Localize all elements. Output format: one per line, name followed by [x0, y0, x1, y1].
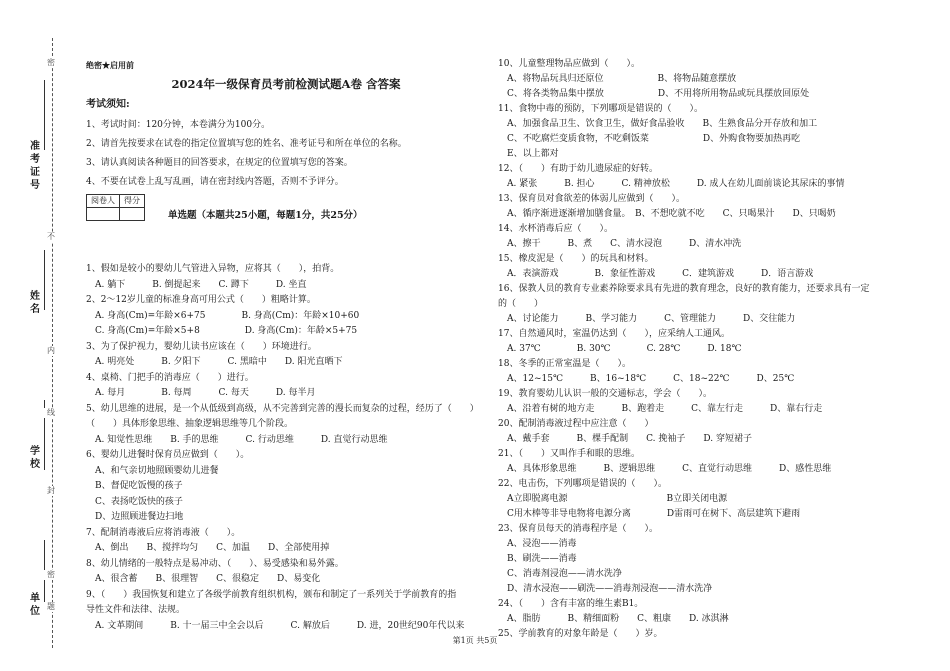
- question-line: A、很含蓄 B、很理智 C、很稳定 D、易变化: [86, 574, 321, 584]
- question-line: A、将物品玩具归还原位 B、将物品随意摆放: [498, 74, 737, 84]
- section-title: 单选题（本题共25小题，每题1分，共25分）: [168, 210, 363, 221]
- question-line: （ ）具体形象思维、抽象逻辑思维等几个阶段。: [86, 419, 294, 429]
- question-line: 15、橡皮泥是（ ）的玩具和材料。: [498, 254, 654, 264]
- question-line: A、加强食品卫生、饮食卫生，做好食品验收 B、生熟食品分开存放和加工: [498, 119, 818, 129]
- margin-fill-line: [44, 80, 45, 150]
- question-line: 21、（ ）又叫作手和眼的思维。: [498, 449, 640, 459]
- question-line: A. 知觉性思维 B. 手的思维 C. 行动思维 D. 直觉行动思维: [86, 434, 388, 445]
- question-line: A. 紧张 B. 担心 C. 精神放松 D. 成人在幼儿面前谈论其尿床的事情: [498, 179, 845, 189]
- question-line: 25、学前教育的对象年龄是（ ）岁。: [498, 629, 663, 639]
- question-line: D、边照顾进餐边扫地: [86, 512, 184, 522]
- question-line: A. 躺下 B. 倒提起来 C. 蹲下 D. 坐直: [86, 279, 307, 290]
- question-line: A. 每月 B. 每周 C. 每天 D. 每半月: [86, 388, 316, 398]
- notice-item: 2、请首先按要求在试卷的指定位置填写您的姓名、准考证号和所在单位的名称。: [86, 139, 407, 149]
- question-line: 14、水杯消毒后应（ ）。: [498, 224, 613, 234]
- question-line: A．表演游戏 B．象征性游戏 C．建筑游戏 D．语言游戏: [498, 269, 814, 279]
- margin-fill-line: [44, 250, 45, 310]
- question-line: 19、教育婴幼儿认识一般的交通标志，学会（ ）。: [498, 389, 712, 399]
- question-line: C. 身高(Cm)=年龄×5+8 D. 身高(Cm)：年龄×5+75: [86, 326, 358, 336]
- question-line: 22、电击伤，下列哪项是错误的（ ）。: [498, 479, 667, 489]
- question-line: 5、幼儿思维的进展，是一个从低级到高级，从不完善到完善的漫长而复杂的过程，经历了（ ）: [86, 403, 479, 414]
- question-line: C、将各类物品集中摆放 D、不用将所用物品或玩具摆放回原处: [498, 89, 810, 99]
- question-line: A、倒出 B、搅拌均匀 C、加温 D、全部使用掉: [86, 543, 330, 553]
- score-blank[interactable]: [120, 208, 145, 221]
- question-line: 13、保育员对食欲差的体弱儿应做到（ ）。: [498, 194, 685, 204]
- question-line: A、沿着有树的地方走 B、跑着走 C、靠左行走 D、靠右行走: [498, 404, 823, 414]
- notice-heading: 考试须知:: [86, 99, 130, 110]
- cut-char: 封: [44, 486, 58, 496]
- question-line: B、刷洗——消毒: [498, 554, 577, 564]
- question-line: 12、（ ）有助于幼儿遗尿症的好转。: [498, 164, 658, 174]
- cut-char: 密: [44, 570, 58, 580]
- margin-label-exam-id: 准考证号: [30, 141, 40, 191]
- question-line: 23、保育员每天的消毒程序是（ ）。: [498, 524, 658, 534]
- question-line: 20、配制消毒液过程中应注意（ ）: [498, 419, 654, 429]
- margin-label-name: 姓名: [30, 291, 40, 315]
- grade-box: [86, 194, 145, 221]
- question-line: D、清水浸泡——刷洗——消毒剂浸泡——清水洗净: [498, 584, 713, 594]
- question-line: 3、为了保护视力，婴幼儿读书应该在（ ）环境进行。: [86, 341, 317, 352]
- question-line: A、擦干 B、煮 C、清水浸泡 D、清水冲洗: [498, 239, 742, 249]
- cut-char: 密: [44, 58, 58, 68]
- notice-item: 3、请认真阅读各种题目的回答要求，在规定的位置填写您的答案。: [86, 158, 353, 168]
- question-line: 11、食物中毒的预防，下列哪项是错误的（ ）。: [498, 104, 703, 114]
- question-line: C、消毒剂浸泡——清水洗净: [498, 569, 622, 579]
- cut-char: 内: [44, 346, 58, 356]
- question-line: A、12~15℃ B、16~18℃ C、18~22℃ D、25℃: [498, 374, 795, 384]
- question-line: 9、（ ）我国恢复和建立了各级学前教育组织机构，颁布和制定了一系列关于学前教育的指: [86, 589, 457, 600]
- question-line: 18、冬季的正常室温是（ ）。: [498, 359, 631, 369]
- cut-char: 题: [44, 602, 58, 612]
- notice-item: 4、不要在试卷上乱写乱画，请在密封线内答题，否则不予评分。: [86, 177, 344, 187]
- page-number: 第1页 共5页: [452, 636, 498, 645]
- question-line: C、不吃腐烂变质食物，不吃剩饭菜 D、外购食物要加热再吃: [498, 134, 801, 144]
- question-line: A、讨论能力 B、学习能力 C、管理能力 D、交往能力: [498, 314, 796, 324]
- margin-label-unit: 单位: [30, 593, 40, 617]
- notice-item: 1、考试时间：120分钟，本卷满分为100分。: [86, 120, 271, 130]
- question-line: C用木棒等非导电物将电源分离 D雷雨可在树下、高层建筑下避雨: [498, 509, 801, 519]
- cut-char: 不: [44, 232, 58, 242]
- question-line: A、脂肪 B、精细面粉 C、粗康 D. 冰淇淋: [498, 614, 729, 624]
- question-line: 导性文件和法律、法规。: [86, 605, 186, 615]
- question-line: A、循序渐进逐渐增加膳食量。 B、不想吃就不吃 C、只喝果汁 D、只喝奶: [498, 209, 836, 219]
- margin-label-school: 学校: [30, 446, 40, 470]
- question-line: 10、儿童整理物品应做到（ ）。: [498, 59, 640, 69]
- grader-blank[interactable]: [87, 208, 120, 221]
- question-line: 6、婴幼儿进餐时保育员应做到（ ）。: [86, 450, 250, 460]
- question-line: A、戴手套 B、棵手配制 C. 挽袖子 D. 穿短裙子: [498, 434, 753, 444]
- question-line: A、浸泡——消毒: [498, 539, 577, 549]
- binding-margin: [0, 0, 62, 671]
- question-line: A. 明亮处 B. 夕阳下 C. 黑暗中 D. 阳光直晒下: [86, 357, 343, 367]
- grader-cell: 阅卷人: [87, 195, 120, 208]
- question-line: 24、（ ）含有丰富的维生素B1。: [498, 599, 644, 609]
- question-line: 2、2～12岁儿童的标准身高可用公式（ ）粗略计算。: [86, 295, 316, 305]
- question-line: 的（ ）: [498, 299, 544, 309]
- score-cell: 得分: [120, 195, 145, 208]
- question-line: 1、假如是较小的婴幼儿气管进入异物，应将其（ ），拍背。: [86, 264, 340, 274]
- question-line: C、表扬吃饭快的孩子: [86, 496, 183, 507]
- secret-mark: 绝密★启用前: [86, 60, 134, 70]
- question-line: 8、幼儿情绪的一般特点是易冲动、（ ）、易受感染和易外露。: [86, 558, 344, 569]
- seal-dash-line: [52, 38, 53, 648]
- question-line: A立即脱离电源 B立即关闭电源: [498, 494, 728, 504]
- question-line: 7、配制消毒液后应将消毒液（ ）。: [86, 527, 241, 538]
- question-line: A、具体形象思维 B、逻辑思维 C、直觉行动思维 D、感性思维: [498, 464, 832, 474]
- question-line: A. 身高(Cm)=年龄×6+75 B. 身高(Cm)：年龄×10+60: [86, 310, 360, 321]
- cut-char: 线: [44, 408, 58, 418]
- page-title: 2024年一级保育员考前检测试题A卷 含答案: [171, 77, 401, 91]
- question-line: A. 37℃ B. 30℃ C. 28℃ D. 18℃: [498, 344, 742, 354]
- question-line: E、以上都对: [498, 149, 559, 159]
- question-line: 4、桌椅、门把手的消毒应（ ）进行。: [86, 372, 254, 383]
- question-line: A. 文革期间 B. 十一届三中全会以后 C. 解放后 D. 进，20世纪90年代以来: [86, 620, 465, 631]
- question-line: B、督促吃饭慢的孩子: [86, 481, 183, 491]
- question-line: 17、自然通风时，室温仍达到（ ），应采纳人工通风。: [498, 329, 730, 339]
- question-line: 16、保教人员的教育专业素养除要求具有先进的教育理念，良好的教育能力，还要求具有一定: [498, 284, 870, 294]
- question-line: A、和气亲切地照顾婴幼儿进餐: [86, 465, 219, 476]
